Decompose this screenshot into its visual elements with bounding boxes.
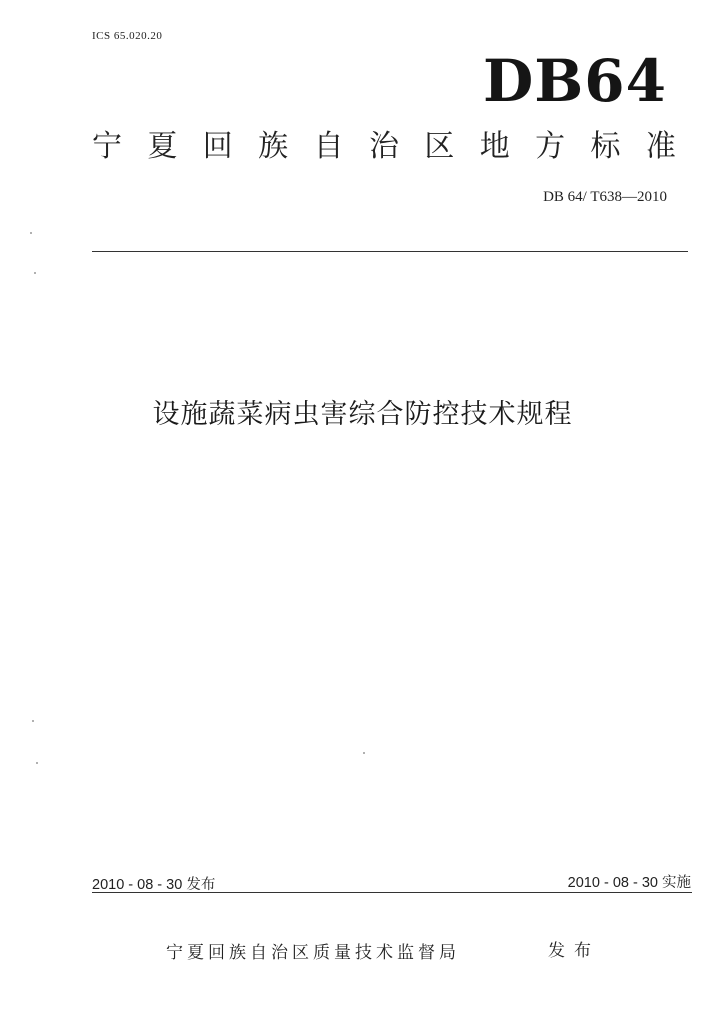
standard-type-char: 准 <box>645 129 676 164</box>
scan-speck <box>30 232 32 234</box>
standard-type-char: 治 <box>368 129 399 164</box>
standard-type-char: 地 <box>479 129 510 164</box>
standard-type-heading <box>92 129 676 164</box>
scan-speck <box>34 272 36 274</box>
standard-type-char: 区 <box>424 129 455 164</box>
standard-type-char: 标 <box>590 129 621 164</box>
publish-date: 2010 - 08 - 30 发布 <box>92 877 216 893</box>
scan-speck <box>36 762 38 764</box>
issuing-authority: 宁夏回族自治区质量技术监督局 <box>166 943 460 963</box>
standard-number: DB 64/ T638—2010 <box>543 189 667 205</box>
issue-label: 发布 <box>548 941 600 961</box>
standard-type-char: 宁 <box>92 129 122 164</box>
ics-code: ICS 65.020.20 <box>92 30 163 42</box>
standard-type-char: 回 <box>202 129 233 164</box>
scan-speck <box>363 752 365 754</box>
standard-type-char: 夏 <box>147 129 178 164</box>
implement-date: 2010 - 08 - 30 实施 <box>567 875 691 891</box>
document-title: 设施蔬菜病虫害综合防控技术规程 <box>152 399 573 430</box>
scan-speck <box>32 720 34 722</box>
standard-type-char: 方 <box>535 129 566 164</box>
standard-type-char: 族 <box>258 129 289 164</box>
header-divider <box>92 251 688 252</box>
standard-type-char: 自 <box>313 129 344 164</box>
footer-divider <box>92 892 692 893</box>
db64-logo: DB64 <box>482 47 667 115</box>
